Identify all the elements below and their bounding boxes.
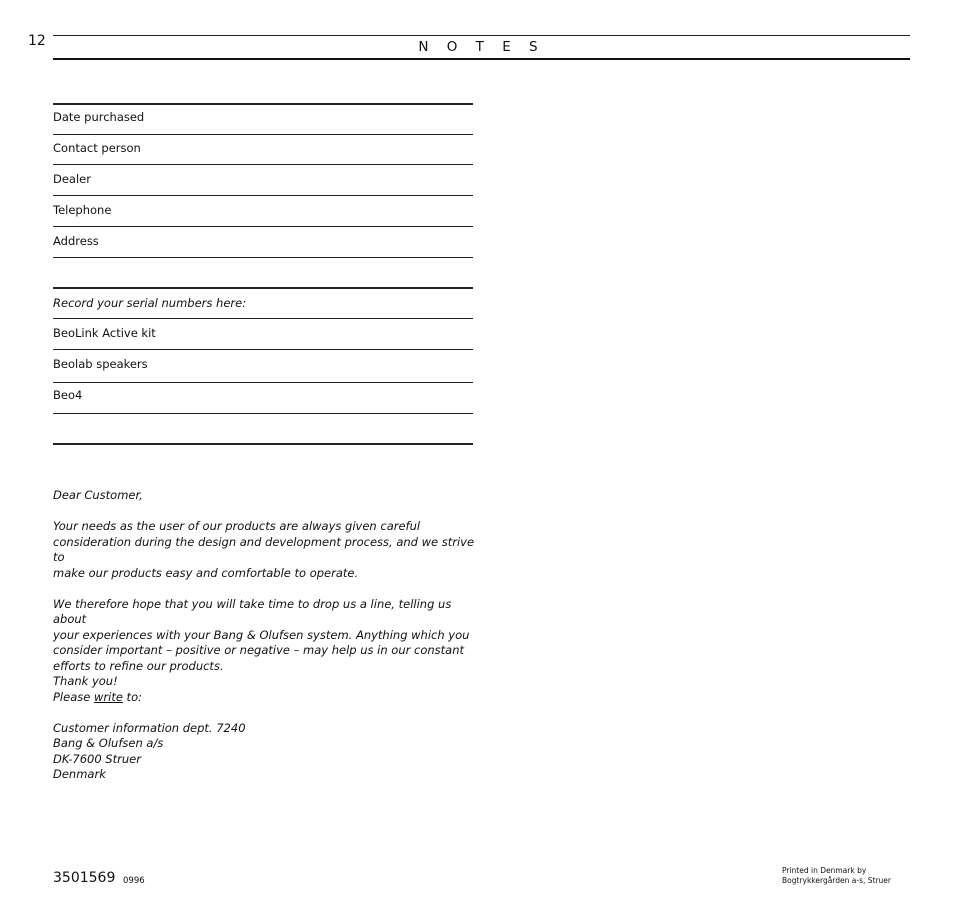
date-purchased-label: Date purchased [53, 110, 145, 124]
letter-please-line [53, 690, 483, 706]
serial-prompt: Record your serial numbers here: [53, 296, 247, 310]
printer-credit-line: Bogtrykkergården a-s, Struer [782, 876, 891, 885]
page-title: N O T E S [418, 39, 545, 55]
letter-write: write [93, 689, 123, 704]
page-number: 12 [28, 33, 46, 49]
form-rule [53, 103, 473, 105]
letter-greeting: Dear Customer, [53, 488, 143, 502]
letter-text: your experiences with your Bang & Olufsen system. Anything which you [53, 627, 470, 642]
form-rule [53, 134, 473, 135]
form-rule [53, 257, 473, 258]
letter-thanks: Thank you! [53, 674, 118, 688]
address-line: Denmark [53, 767, 106, 781]
form-rule [53, 318, 473, 319]
customer-letter [53, 488, 483, 783]
address-line: Customer information dept. 7240 [53, 720, 246, 735]
beo4-label: Beo4 [53, 388, 83, 402]
form-rule [53, 195, 473, 196]
form-rule [53, 164, 473, 165]
beolab-label: Beolab speakers [53, 357, 148, 371]
contact-person-label: Contact person [53, 141, 141, 155]
address-line: DK-7600 Struer [53, 751, 141, 766]
printer-credit-line: Printed in Denmark by [782, 866, 867, 875]
header-top-rule [53, 35, 910, 36]
letter-text: make our products easy and comfortable to operate. [53, 565, 359, 580]
footer-code: 3501569 [53, 870, 116, 886]
letter-to: to: [122, 689, 142, 704]
footer-subcode: 0996 [123, 876, 145, 886]
letter-text: consideration during the design and development process, and we strive to [53, 534, 475, 564]
dealer-label: Dealer [53, 172, 91, 186]
letter-text: consider important – positive or negative – may help us in our constant [53, 643, 465, 657]
form-rule [53, 443, 473, 445]
letter-text: We therefore hope that you will take time to drop us a line, telling us about [53, 596, 452, 626]
letter-text: efforts to refine our products. [53, 658, 224, 673]
header-bottom-rule [53, 58, 910, 60]
beolink-label: BeoLink Active kit [53, 326, 156, 340]
address-line: Bang & Olufsen a/s [53, 736, 164, 750]
form-rule [53, 349, 473, 350]
address-label: Address [53, 234, 99, 248]
form-rule [53, 287, 473, 289]
form-rule [53, 226, 473, 227]
form-rule [53, 413, 473, 414]
letter-please: Please [53, 689, 94, 704]
letter-text: Your needs as the user of our products are always given careful [53, 519, 421, 533]
form-rule [53, 382, 473, 383]
printer-credit [782, 866, 891, 886]
telephone-label: Telephone [53, 203, 112, 217]
